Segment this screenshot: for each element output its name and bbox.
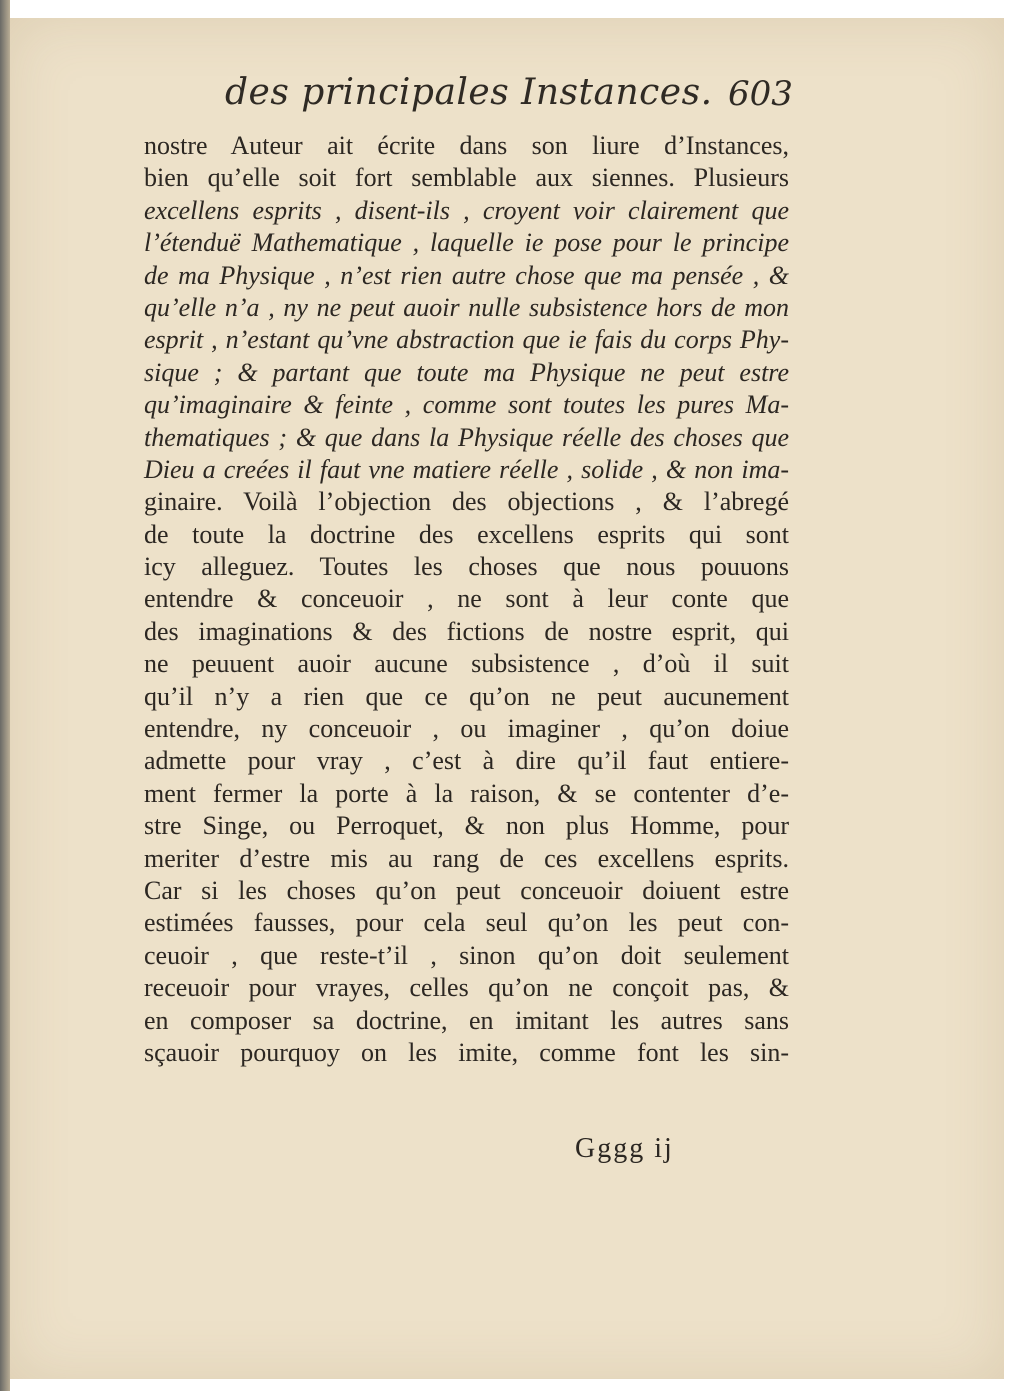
body-text [144,130,789,1069]
page-number: 603 [728,74,793,114]
text-line: nostre Auteur ait écrite dans son liure d’Instances, [144,131,789,160]
text-line: stre Singe, ou Perroquet, & non plus Homme, pour [144,811,789,841]
text-line: des imaginations & des fictions de nostre esprit, qui [144,616,789,646]
text-line: qu’elle n’a , ny ne peut auoir nulle subsistence hors de mon [144,292,789,322]
text-line: ment fermer la porte à la raison, & se contenter d’e- [144,778,789,808]
text-line: receuoir pour vrayes, celles qu’on ne conçoit pas, & [144,973,789,1003]
page-header [0,72,1024,122]
text-line: ceuoir , que reste-t’il , sinon qu’on doit seulement [144,940,789,970]
text-line: estimées fausses, pour cela seul qu’on les peut con- [144,908,789,938]
text-line: entendre & conceuoir , ne sont à leur conte que [144,584,789,614]
text-line: sique ; & partant que toute ma Physique ne peut estre [144,357,789,387]
text-line: l’étenduë Mathematique , laquelle ie pose pour le principe [144,228,789,258]
text-line: ginaire. Voilà l’objection des objections , & l’abregé [144,487,789,517]
text-line: de toute la doctrine des excellens esprits qui sont [144,519,789,549]
signature-mark: Gggg ij [575,1133,674,1164]
text-line: Dieu a creées il faut vne matiere réelle , solide , & non ima- [144,454,789,484]
text-line: thematiques ; & que dans la Physique réelle des choses que [144,422,789,452]
facing-page-edge [0,0,10,1391]
text-line: de ma Physique , n’est rien autre chose que ma pensée , & [144,260,789,290]
text-line: meriter d’estre mis au rang de ces excellens esprits. [144,843,789,873]
text-line: qu’imaginaire & feinte , comme sont toutes les pures Ma- [144,390,789,420]
text-line: sçauoir pourquoy on les imite, comme font les sin- [144,1037,789,1067]
text-line: bien qu’elle soit fort semblable aux siennes. Plusieurs [144,163,789,193]
text-line: esprit , n’estant qu’vne abstraction que ie fais du corps Phy- [144,325,789,355]
text-line: entendre, ny conceuoir , ou imaginer , qu’on doiue [144,714,789,744]
running-title: des principales Instances. [225,72,713,113]
text-line: admette pour vray , c’est à dire qu’il faut entiere- [144,746,789,776]
text-line: qu’il n’y a rien que ce qu’on ne peut aucunement [144,681,789,711]
text-line: en composer sa doctrine, en imitant les autres sans [144,1005,789,1035]
text-line: excellens esprits , disent-ils , croyent voir clairement que [144,195,789,225]
text-line: ne peuuent auoir aucune subsistence , d’où il suit [144,649,789,679]
text-line: Car si les choses qu’on peut conceuoir doiuent estre [144,875,789,905]
text-line: icy alleguez. Toutes les choses que nous pouuons [144,552,789,582]
